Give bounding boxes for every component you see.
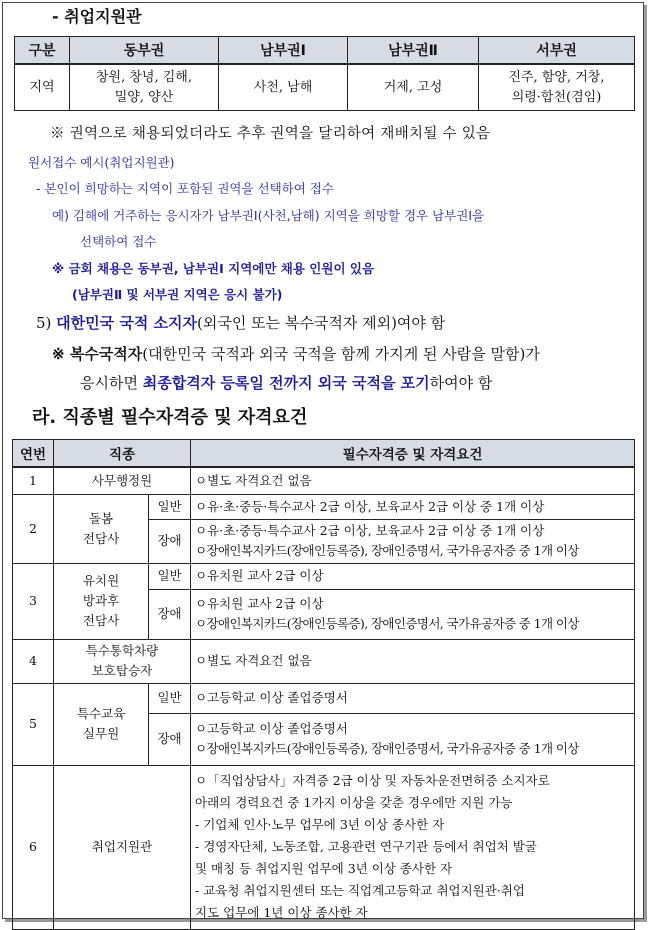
table-row: 장애 ㅇ유·초·중등·특수교사 2급 이상, 보육교사 2급 이상 중 1개 이상 ㅇ장애인복지카드(장애인등록증), 장애인증명서, 국가유공자증 중 1개 이상 [13, 519, 635, 563]
cell-south2: 거제, 고성 [348, 64, 479, 111]
table-row: 3 유치원 방과후 전담사 일반 ㅇ유치원 교사 2급 이상 [13, 563, 635, 589]
cell-south1: 사천, 남해 [219, 64, 348, 111]
header-south2: 남부권Ⅱ [348, 37, 479, 65]
table-row: 6 취업지원관 ㅇ「직업상담사」자격증 2급 이상 및 자동차운전면허증 소지자로 아래의 경력요건 중 1가지 이상을 갖춘 경우에만 지원 가능 - 기업체 인사·노무 업무에 3년 이상 종사한 자 - 경영자단체, 노동조합, 고용관련 연구기관 등에서 취업처 발굴 및 매칭 등 취업지원 업무에 3년 이상 종사한 자 - 교육청 취업지원센터 또는 직업계고등학교 취업지원관·취업 지도 업무에 1년 이상 종사한 자 [13, 765, 635, 929]
example-line-1: - 본인이 희망하는 지역이 포함된 권역을 선택하여 접수 [36, 181, 334, 196]
item-5-nationality: 5) 대한민국 국적 소지자(외국인 또는 복수국적자 제외)여야 함 [36, 314, 446, 332]
heading-ra: 라. 직종별 필수자격증 및 자격요건 [32, 407, 308, 428]
table-row: 5 특수교육 실무원 일반 ㅇ고등학교 이상 졸업증명서 [13, 683, 635, 713]
warning-line-2: (남부권Ⅱ 및 서부권 지역은 응시 불가) [72, 287, 283, 302]
example-title: 원서접수 예시(취업지원관) [28, 155, 175, 170]
section-title: - 취업지원관 [52, 7, 142, 26]
header-requirements: 필수자격증 및 자격요건 [191, 440, 635, 468]
job-requirements-table [12, 439, 635, 930]
dual-nationality-note-line2: 응시하면 최종합격자 등록일 전까지 외국 국적을 포기하여야 함 [80, 374, 493, 392]
warning-line-1: ※ 금회 채용은 동부권, 남부권Ⅰ 지역에만 채용 인원이 있음 [52, 261, 375, 276]
note-reassignment: ※ 권역으로 채용되었더라도 추후 권역을 달리하여 재배치될 수 있음 [50, 126, 491, 142]
header-job: 직종 [54, 440, 191, 468]
cell-west: 진주, 함양, 거창, 의령·합천(겸임) [479, 64, 635, 111]
dual-nationality-note: ※ 복수국적자(대한민국 국적과 외국 국적을 함께 가지게 된 사람을 말함)가 [52, 345, 540, 363]
header-south1: 남부권Ⅰ [219, 37, 348, 65]
region-table [14, 36, 635, 111]
header-no: 연번 [13, 440, 54, 468]
table-row: 장애 ㅇ유치원 교사 2급 이상 ㅇ장애인복지카드(장애인등록증), 장애인증명서, 국가유공자증 중 1개 이상 [13, 589, 635, 639]
table-row: 4 특수통학차량 보호탑승자 ㅇ별도 자격요건 없음 [13, 639, 635, 683]
header-east: 동부권 [70, 37, 219, 65]
header-category: 구분 [15, 37, 70, 65]
table-row: 1 사무행정원 ㅇ별도 자격요건 없음 [13, 467, 635, 494]
header-west: 서부권 [479, 37, 635, 65]
row-label-region: 지역 [15, 64, 70, 111]
cell-east: 창원, 창녕, 김해, 밀양, 양산 [70, 64, 219, 111]
table-row: 2 돌봄 전담사 일반 ㅇ유·초·중등·특수교사 2급 이상, 보육교사 2급 이상 중 1개 이상 [13, 494, 635, 519]
example-line-3: 선택하여 접수 [80, 234, 157, 249]
table-row: 장애 ㅇ고등학교 이상 졸업증명서 ㅇ장애인복지카드(장애인등록증), 장애인증명서, 국가유공자증 중 1개 이상 [13, 713, 635, 765]
example-line-2: 예) 김해에 거주하는 응시자가 남부권Ⅰ(사천,남해) 지역을 희망할 경우 남부권Ⅰ을 [52, 208, 485, 223]
